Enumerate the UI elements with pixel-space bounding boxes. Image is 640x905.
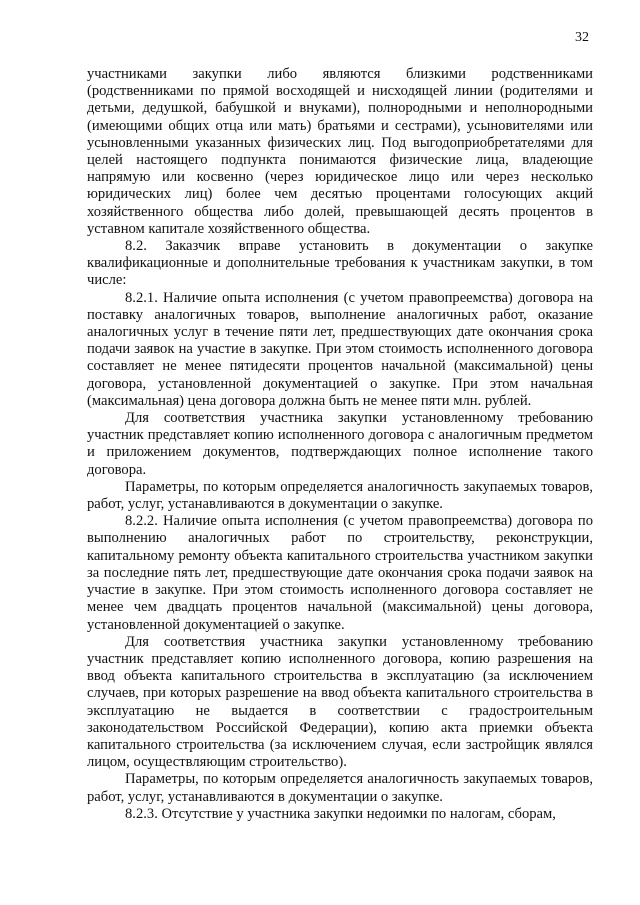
paragraph-8-2-1: 8.2.1. Наличие опыта исполнения (с учетом правопреемства) договора на поставку аналогичных товаров, выполнение аналогичных работ, оказание аналогичных услуг в течение пяти лет, предшествующих дате окончания срока подачи заявок на участие в закупке. При этом стоимость исполненного договора составляет не менее пятидесяти процентов начальной (максимальной) цены договора, установленной документацией о закупке. При этом начальная (максимальная) цена договора должна быть не менее пяти млн. рублей. bbox=[87, 289, 593, 409]
paragraph-8-2-3: 8.2.3. Отсутствие у участника закупки недоимки по налогам, сборам, bbox=[125, 805, 556, 822]
paragraph-8-2-1-parameters: Параметры, по которым определяется аналогичность закупаемых товаров, работ, услуг, устанавливаются в документации о закупке. bbox=[87, 478, 593, 513]
paragraph-8-2-2-compliance: Для соответствия участника закупки установленному требованию участник представляет копию исполненного договора, копию разрешения на ввод объекта капитального строительства в эксплуатацию (за исключением случаев, при которых разрешение на ввод объекта капитального строительства в эксплуатацию не выдается в соответствии с градостроительным законодательством Российской Федерации), копию акта приемки объекта капитального строительства (за исключением случая, если застройщик являлся лицом, осуществляющим строительство). bbox=[87, 633, 593, 771]
paragraph-8-2: 8.2. Заказчик вправе установить в документации о закупке квалификационные и дополнительные требования к участникам закупки, в том числе: bbox=[87, 238, 593, 289]
paragraph-8-2-1-compliance: Для соответствия участника закупки установленному требованию участник представляет копию исполненного договора с аналогичным предметом и приложением документов, подтверждающих полное исполнение такого договора. bbox=[87, 410, 593, 478]
document-body bbox=[87, 66, 593, 823]
page-number: 32 bbox=[575, 30, 589, 45]
paragraph-8-2-2-parameters: Параметры, по которым определяется аналогичность закупаемых товаров, работ, услуг, устанавливаются в документации о закупке. bbox=[87, 771, 593, 805]
paragraph-continuation: участниками закупки либо являются близкими родственниками (родственниками по прямой восходящей и нисходящей линии (родителями и детьми, дедушкой, бабушкой и внуками), полнородными и неполнородными (имеющими общих отца или мать) братьями и сестрами), усыновителями или усыновленными указанных физических лиц. Под выгодоприобретателями для целей настоящего подпункта понимаются физические лица, владеющие напрямую или косвенно (через юридическое лицо или через несколько юридических лиц) более чем десятью процентами голосующих акций хозяйственного общества либо долей, превышающей десять процентов в уставном капитале хозяйственного общества. bbox=[87, 66, 593, 237]
paragraph-8-2-2: 8.2.2. Наличие опыта исполнения (с учетом правопреемства) договора по выполнению аналогичных работ по строительству, реконструкции, капитальному ремонту объекта капитального строительства участником закупки за последние пять лет, предшествующие дате окончания срока подачи заявок на участие в закупке. При этом стоимость исполненного договора составляет не менее чем двадцать процентов начальной (максимальной) цены договора, установленной документацией о закупке. bbox=[87, 513, 593, 633]
